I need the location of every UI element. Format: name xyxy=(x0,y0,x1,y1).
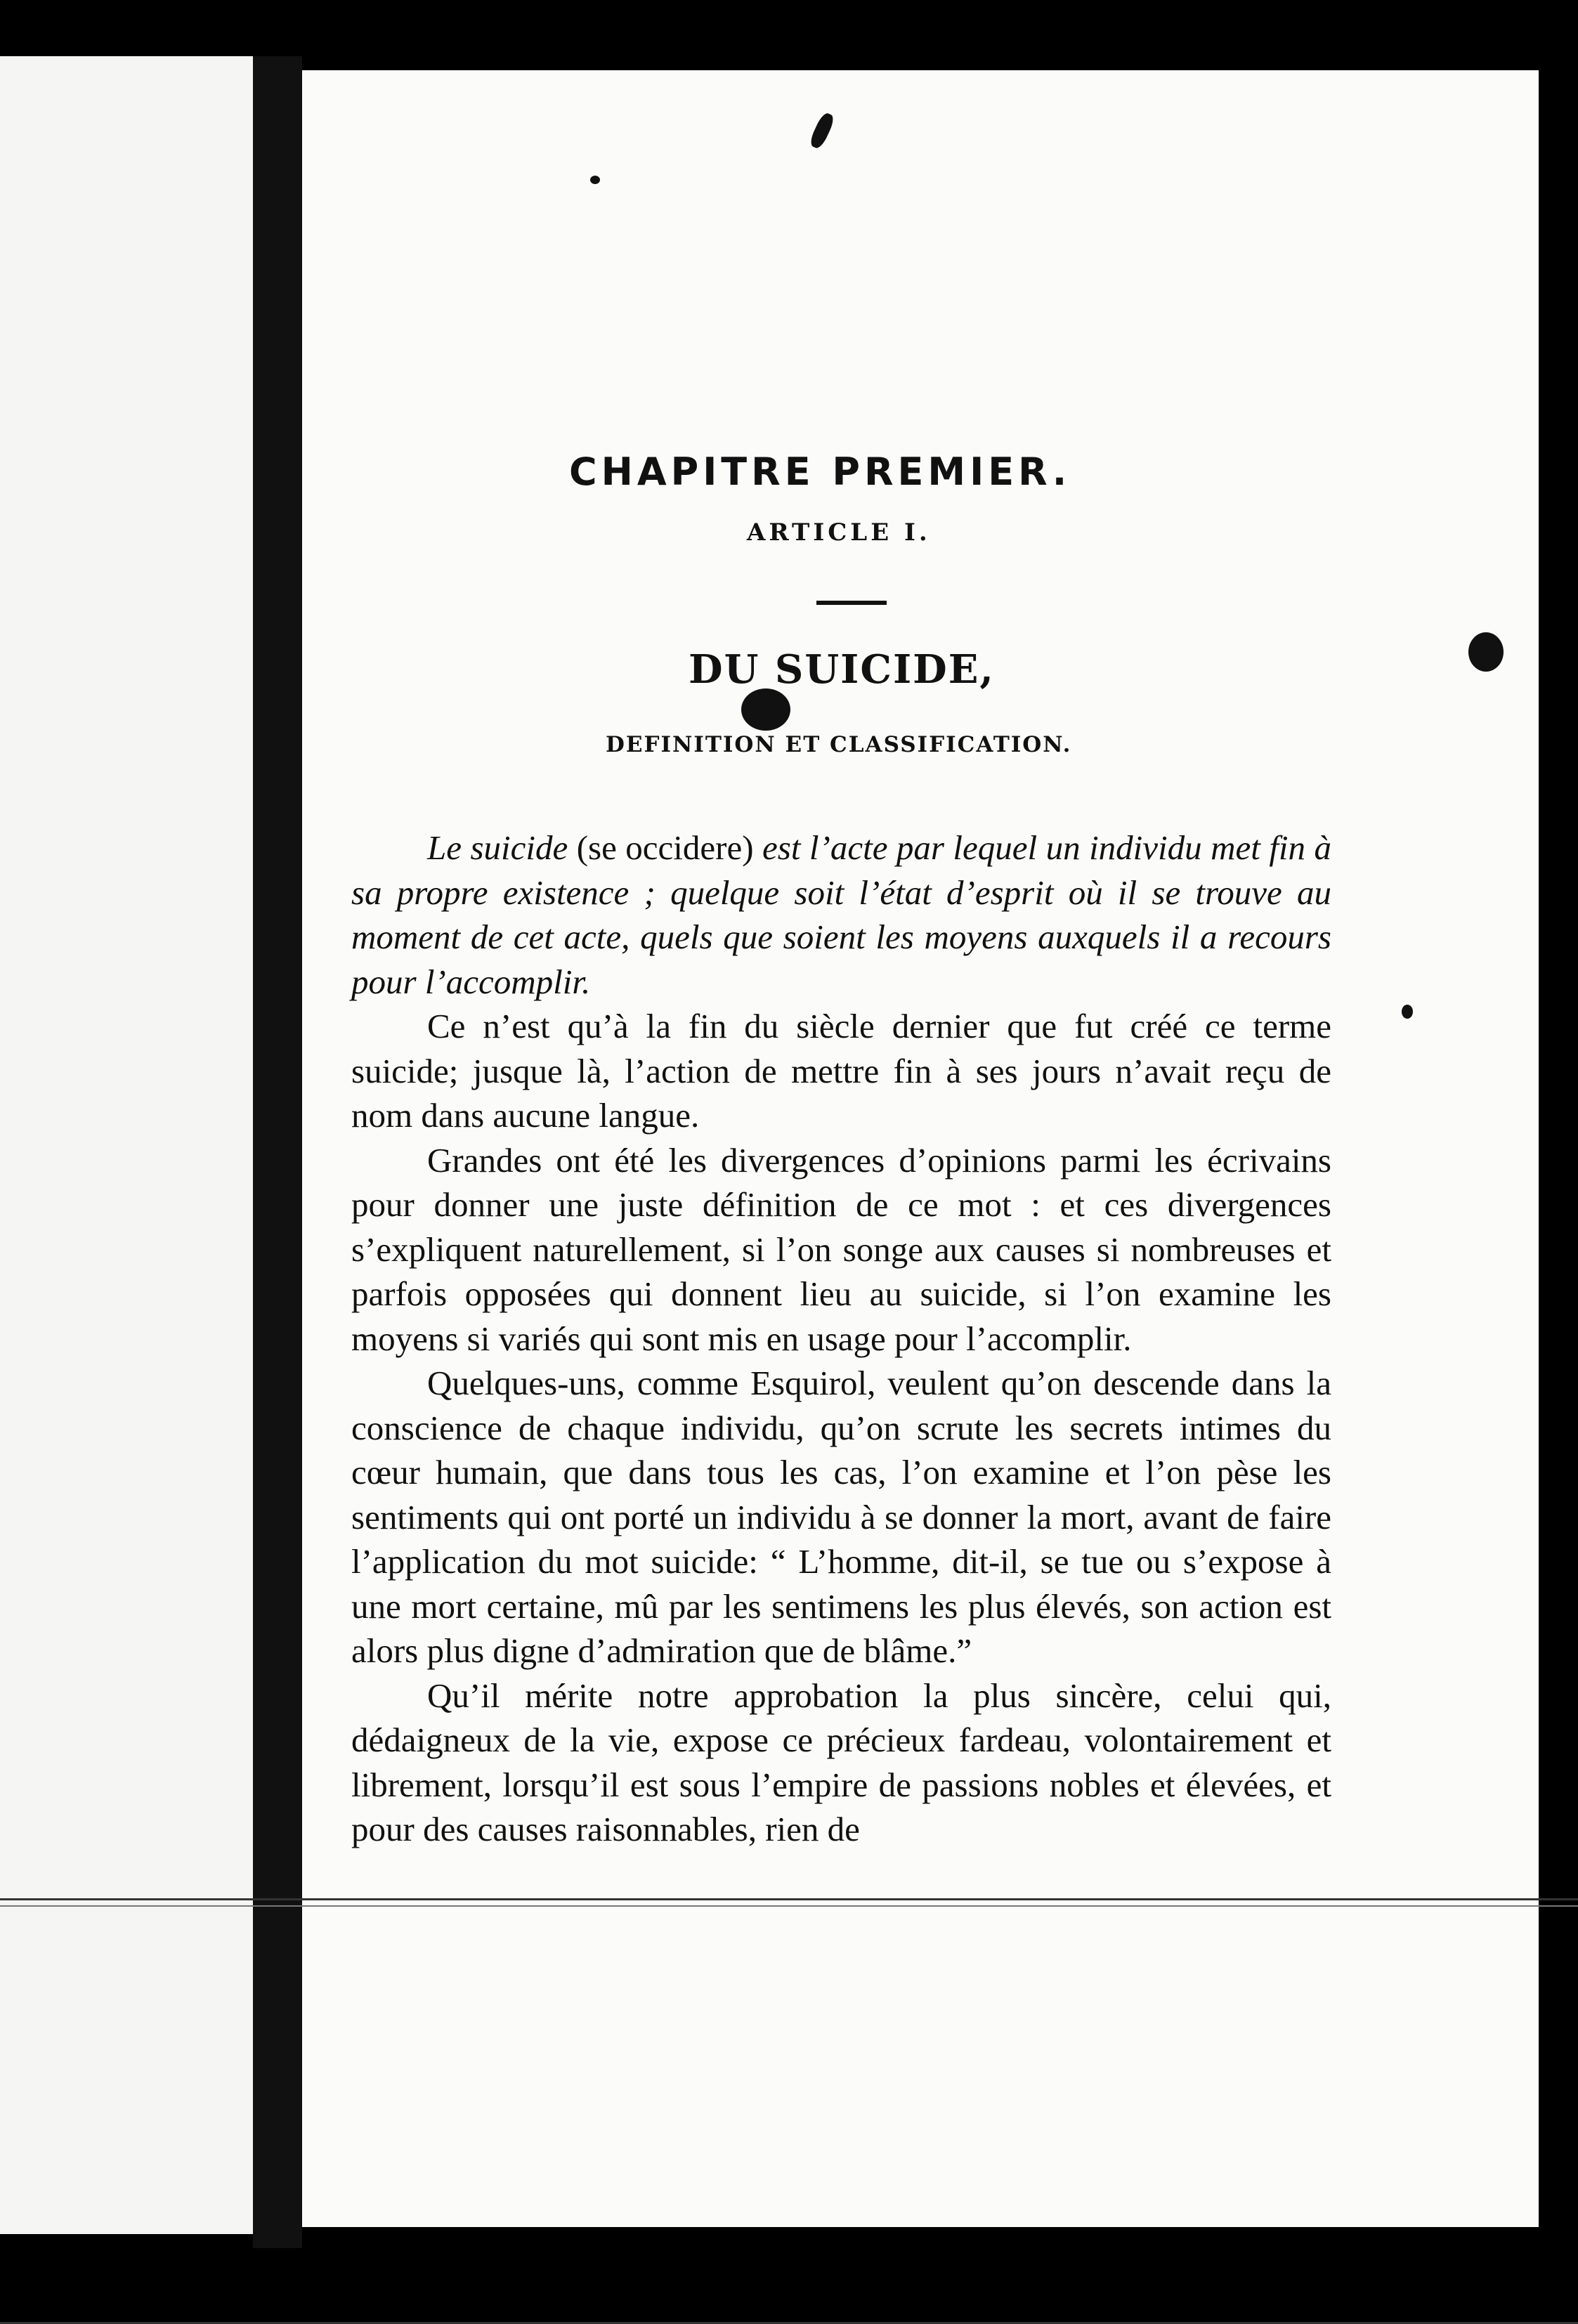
section-subtitle: DEFINITION ET CLASSIFICATION. xyxy=(606,732,1072,757)
ink-speck xyxy=(1402,1005,1413,1019)
paragraph-4: Quelques-uns, comme Esquirol, veulent qu’on descende dans la conscience de chaque individu, qu’on scrute les secrets intimes du cœur humain, que dans tous les cas, l’on examine et l’on pèse les sentiments qui ont porté un individu à se donner la mort, avant de faire l’application du mot suicide: “ L’homme, dit-il, se tue ou s’expose à une mort certaine, mû par les sentimens les plus élevés, son action est alors plus digne d’admiration que de blâme.” xyxy=(351,1364,1331,1670)
paragraph-3: Grandes ont été les divergences d’opinions parmi les écrivains pour donner une juste définition de ce mot : et ces divergences s’expliquent naturellement, si l’on songe aux causes si nombreuses et parfois opposées qui donnent lieu au suicide, si l’on examine les moyens si variés qui sont mis en usage pour l’accomplir. xyxy=(351,1140,1331,1358)
section-title: DU SUICIDE, xyxy=(689,646,995,693)
paragraph-definition xyxy=(351,825,1331,1004)
paragraph-5: Qu’il mérite notre approbation la plus sincère, celui qui, dédaigneux de la vie, expose ce précieux fardeau, volontairement et librement, lorsqu’il est sous l’empire de passions nobles et élevées, et pour des causes raisonnables, rien de xyxy=(351,1676,1331,1848)
book-gutter xyxy=(253,56,302,2248)
ink-speck xyxy=(590,176,600,184)
latin-gloss: (se occidere) xyxy=(576,828,754,867)
paragraph-2: Ce n’est qu’à la fin du siècle dernier que fut créé ce terme suicide; jusque là, l’action de mettre fin à ses jours n’avait reçu de nom dans aucune langue. xyxy=(351,1007,1331,1135)
ink-speck xyxy=(1468,632,1504,672)
chapter-heading: CHAPITRE PREMIER. xyxy=(569,450,1071,494)
definition-term: Le suicide xyxy=(427,828,577,867)
ink-speck xyxy=(808,111,836,150)
facing-page xyxy=(0,56,253,2234)
scan-line xyxy=(0,1898,1578,1900)
heading-rule xyxy=(816,601,887,605)
scan-line xyxy=(0,1905,1578,1907)
definition-text: est l’acte par lequel un individu met fin à sa propre existence ; quelque soit l’état d’esprit où il se trouve au moment de cet acte, quels que soient les moyens auxquels il a recours pour l’accomplir. xyxy=(351,828,1331,1001)
article-heading: ARTICLE I. xyxy=(747,518,931,547)
body-text xyxy=(351,825,1331,1852)
ink-speck xyxy=(741,688,790,731)
